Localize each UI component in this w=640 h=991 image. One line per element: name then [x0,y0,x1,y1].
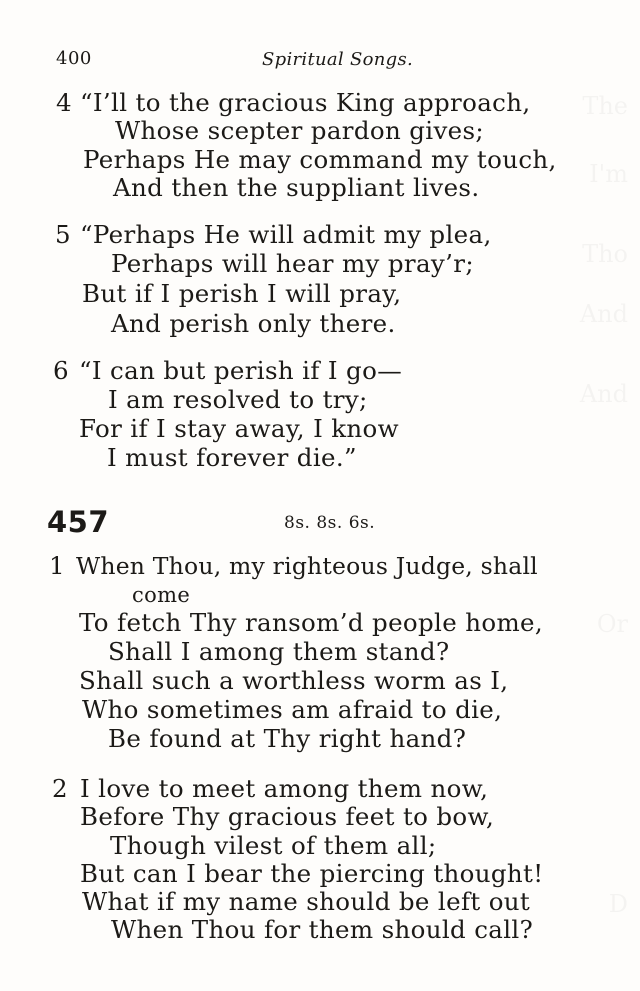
verse-line: And then the suppliant lives. [113,173,480,202]
verse-line: I love to meet among them now, [80,774,489,803]
verse-line: What if my name should be left out [82,887,531,916]
verse-line: Whose scepter pardon gives; [115,116,485,145]
stanza-number: 2 [52,774,68,803]
hymn-number: 457 [47,505,110,539]
verse-line: Perhaps He may command my touch, [83,145,557,174]
verse-line: But if I perish I will pray, [82,279,402,308]
verse-line: I am resolved to try; [108,385,368,414]
stanza-number: 5 [55,220,71,249]
verse-line: Perhaps will hear my pray’r; [111,249,474,278]
verse-line: For if I stay away, I know [79,414,399,443]
verse-line: When Thou for them should call? [111,915,534,944]
stanza-number: 1 [49,551,65,580]
verse-line: “I’ll to the gracious King approach, [80,88,531,117]
hymn-meter: 8s. 8s. 6s. [284,513,376,533]
verse-line: Shall I among them stand? [108,637,450,666]
verse-line: And perish only there. [111,309,396,338]
verse-line: Be found at Thy right hand? [108,724,467,753]
verse-line: Who sometimes am afraid to die, [82,695,503,724]
verse-line: “Perhaps He will admit my plea, [80,220,492,249]
running-title: Spiritual Songs. [262,49,414,70]
verse-line: Shall such a worthless worm as I, [79,666,509,695]
verse-line: “I can but perish if I go— [79,356,403,385]
verse-line: come [132,583,191,607]
verse-line: I must forever die.” [107,443,357,472]
stanza-number: 4 [56,88,72,117]
page-number: 400 [56,48,92,69]
verse-line: Though vilest of them all; [110,831,437,860]
verse-line: When Thou, my righteous Judge, shall [76,552,538,580]
verse-line: But can I bear the piercing thought! [80,859,544,888]
stanza-number: 6 [53,356,69,385]
verse-line: To fetch Thy ransom’d people home, [79,608,544,637]
verse-line: Before Thy gracious feet to bow, [80,802,495,831]
